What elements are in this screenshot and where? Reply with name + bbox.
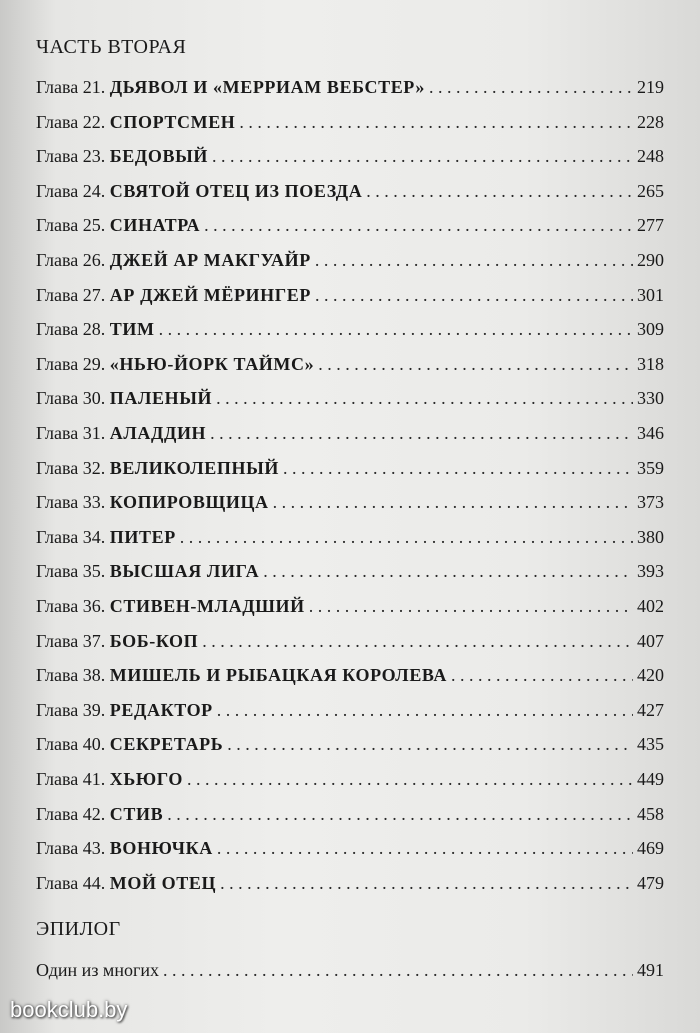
chapter-number: Глава 39. xyxy=(36,699,106,720)
chapter-title: БОБ-КОП xyxy=(109,630,199,651)
chapter-number: Глава 34. xyxy=(36,526,106,547)
chapter-number: Глава 32. xyxy=(36,457,106,478)
toc-row xyxy=(36,146,664,174)
leader-dots xyxy=(429,77,633,98)
page-number: 407 xyxy=(637,630,664,651)
chapter-title: МОЙ ОТЕЦ xyxy=(109,872,217,893)
toc-row xyxy=(36,492,664,520)
chapter-number: Глава 26. xyxy=(36,250,106,270)
page-number: 309 xyxy=(637,319,664,340)
page-number: 435 xyxy=(637,734,664,755)
chapter-title: ПИТЕР xyxy=(109,526,176,547)
leader-dots xyxy=(239,112,633,133)
page-number: 359 xyxy=(637,457,664,478)
page-number: 373 xyxy=(637,492,664,513)
chapter-title: СЕКРЕТАРЬ xyxy=(109,734,224,755)
leader-dots xyxy=(217,700,633,721)
toc-row xyxy=(36,215,664,243)
chapter-number: Глава 28. xyxy=(36,319,106,340)
toc-row xyxy=(36,527,664,555)
chapter-title: ВЫСШАЯ ЛИГА xyxy=(109,561,260,582)
chapter-title: ПАЛЕНЫЙ xyxy=(109,388,213,409)
leader-dots xyxy=(187,769,633,790)
chapter-title: СИНАТРА xyxy=(109,215,201,236)
chapter-number: Глава 31. xyxy=(36,423,106,443)
leader-dots xyxy=(180,527,633,548)
page-number: 228 xyxy=(637,111,664,132)
chapter-title: ДЬЯВОЛ И «МЕРРИАМ ВЕБСТЕР» xyxy=(109,77,425,97)
leader-dots xyxy=(167,804,633,825)
chapter-title: ВЕЛИКОЛЕПНЫЙ xyxy=(109,457,279,478)
page-number: 449 xyxy=(637,769,664,789)
chapter-title: СТИВ xyxy=(109,803,164,824)
page-number: 420 xyxy=(637,665,664,686)
page-number: 219 xyxy=(637,77,664,97)
chapter-number: Глава 29. xyxy=(36,353,106,374)
page-number: 265 xyxy=(637,180,664,201)
leader-dots xyxy=(309,596,633,617)
toc-row xyxy=(36,458,664,486)
toc-row xyxy=(36,734,664,762)
chapter-title: БЕДОВЫЙ xyxy=(109,146,208,167)
leader-dots xyxy=(159,319,633,340)
leader-dots xyxy=(204,215,633,236)
chapter-number: Глава 40. xyxy=(36,734,106,755)
toc-row xyxy=(36,838,664,866)
toc-row xyxy=(36,112,664,140)
chapter-title: МИШЕЛЬ И РЫБАЦКАЯ КОРОЛЕВА xyxy=(109,665,447,686)
watermark: bookclub.by xyxy=(10,997,128,1022)
chapter-number: Глава 38. xyxy=(36,665,106,686)
chapter-title: РЕДАКТОР xyxy=(109,699,213,720)
chapter-title: ХЬЮГО xyxy=(109,769,183,789)
chapter-number: Глава 43. xyxy=(36,838,106,859)
toc-row xyxy=(36,388,664,416)
leader-dots xyxy=(315,250,633,271)
toc-row xyxy=(36,769,664,797)
chapter-number: Глава 30. xyxy=(36,388,106,409)
chapter-number: Глава 37. xyxy=(36,630,106,651)
page-number: 469 xyxy=(637,838,664,859)
toc-row xyxy=(36,77,664,105)
page-number: 380 xyxy=(637,526,664,547)
chapter-number: Глава 21. xyxy=(36,77,106,97)
page-number: 427 xyxy=(637,699,664,720)
leader-dots xyxy=(220,873,633,894)
epilog-row xyxy=(36,960,664,988)
toc-row xyxy=(36,561,664,589)
chapter-number: Глава 22. xyxy=(36,111,106,132)
leader-dots xyxy=(315,285,633,306)
toc-row xyxy=(36,423,664,451)
chapter-number: Глава 36. xyxy=(36,596,106,616)
page-number: 458 xyxy=(637,803,664,824)
chapter-title: КОПИРОВЩИЦА xyxy=(109,492,269,513)
page-number: 346 xyxy=(637,423,664,443)
chapter-number: Глава 25. xyxy=(36,215,106,236)
chapter-title: АЛАДДИН xyxy=(109,423,207,443)
chapter-title: СВЯТОЙ ОТЕЦ ИЗ ПОЕЗДА xyxy=(109,180,363,201)
toc-row xyxy=(36,250,664,278)
leader-dots xyxy=(216,388,633,409)
leader-dots xyxy=(163,960,633,981)
chapter-number: Глава 44. xyxy=(36,872,106,893)
page-number: 277 xyxy=(637,215,664,236)
leader-dots xyxy=(283,458,633,479)
chapter-number: Глава 42. xyxy=(36,803,106,824)
page-number: 301 xyxy=(637,284,664,305)
toc-row xyxy=(36,804,664,832)
leader-dots xyxy=(210,423,633,444)
page-number: 248 xyxy=(637,146,664,167)
leader-dots xyxy=(212,146,633,167)
chapter-title: СТИВЕН-МЛАДШИЙ xyxy=(109,596,305,616)
page-number: 479 xyxy=(637,872,664,893)
leader-dots xyxy=(202,631,633,652)
chapter-number: Глава 41. xyxy=(36,769,106,789)
page-number: 393 xyxy=(637,561,664,582)
toc-row xyxy=(36,354,664,382)
chapter-title: АР ДЖЕЙ МЁРИНГЕР xyxy=(109,284,312,305)
chapter-title: СПОРТСМЕН xyxy=(109,111,236,132)
page-number: 330 xyxy=(637,388,664,409)
leader-dots xyxy=(318,354,633,375)
leader-dots xyxy=(263,561,633,582)
toc-row xyxy=(36,700,664,728)
chapter-number: Глава 27. xyxy=(36,284,106,305)
page-number: 290 xyxy=(637,250,664,270)
chapter-number: Глава 33. xyxy=(36,492,106,513)
chapter-number: Глава 35. xyxy=(36,561,106,582)
chapter-title: ВОНЮЧКА xyxy=(109,838,213,859)
toc-row xyxy=(36,631,664,659)
chapter-title: ТИМ xyxy=(109,319,155,340)
leader-dots xyxy=(273,492,633,513)
page-number: 402 xyxy=(637,596,664,616)
toc-row xyxy=(36,181,664,209)
toc-row xyxy=(36,596,664,624)
toc-row xyxy=(36,873,664,901)
page-number: 491 xyxy=(637,960,664,980)
epilog-item-title: Один из многих xyxy=(36,960,159,980)
toc-row xyxy=(36,285,664,313)
toc-row xyxy=(36,665,664,693)
leader-dots xyxy=(366,181,633,202)
part-title: ЧАСТЬ ВТОРАЯ xyxy=(36,36,187,58)
epilog-title: ЭПИЛОГ xyxy=(36,918,121,940)
toc-row xyxy=(36,319,664,347)
chapter-title: ДЖЕЙ АР МАКГУАЙР xyxy=(109,250,311,270)
chapter-number: Глава 23. xyxy=(36,146,106,167)
page-number: 318 xyxy=(637,353,664,374)
leader-dots xyxy=(451,665,633,686)
chapter-number: Глава 24. xyxy=(36,180,106,201)
chapter-title: «НЬЮ-ЙОРК ТАЙМС» xyxy=(109,353,315,374)
leader-dots xyxy=(217,838,633,859)
leader-dots xyxy=(227,734,633,755)
